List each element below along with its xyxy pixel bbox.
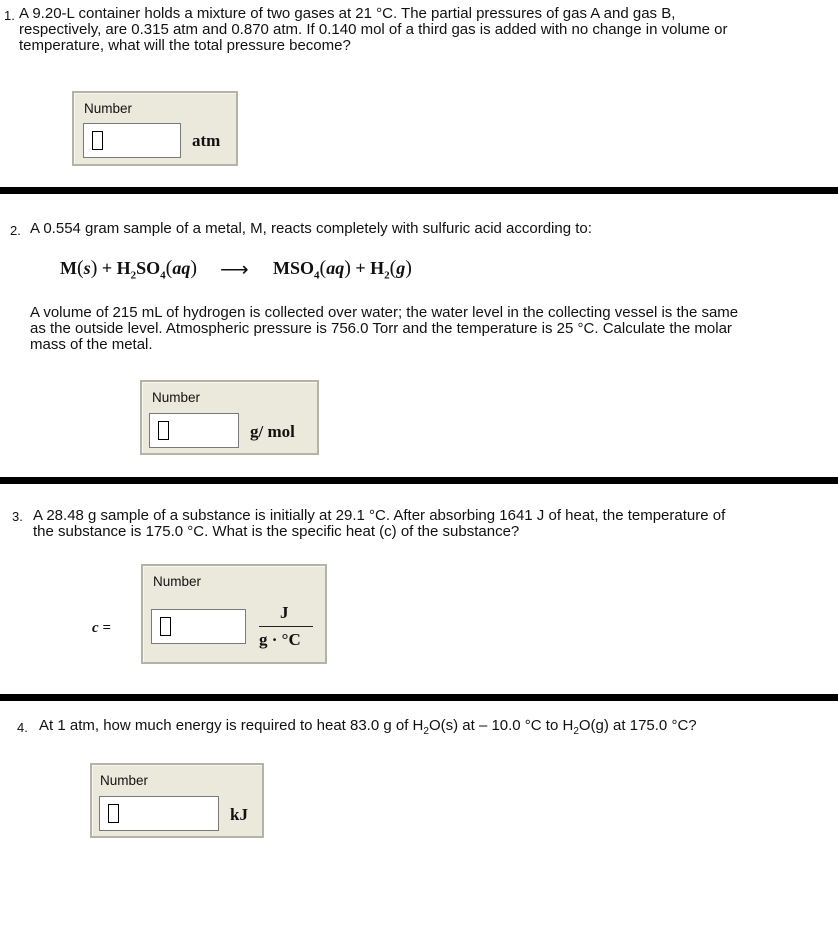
section-divider — [0, 187, 838, 194]
question-line: temperature, what will the total pressure become? — [19, 37, 351, 54]
question-line: the substance is 175.0 °C. What is the specific heat (c) of the substance? — [33, 523, 520, 540]
section-divider — [0, 694, 838, 701]
question-number: 4. — [17, 720, 28, 735]
text-caret — [160, 617, 171, 636]
answer-box — [141, 564, 327, 664]
question-number: 2. — [10, 223, 21, 238]
answer-input[interactable] — [83, 123, 181, 158]
answer-box — [90, 763, 264, 838]
answer-input[interactable] — [99, 796, 219, 831]
question-line: A 28.48 g sample of a substance is initially at 29.1 °C. After absorbing 1641 J of heat, the temperature of — [33, 507, 726, 524]
unit-label: kJ — [230, 805, 248, 824]
answer-input[interactable] — [151, 609, 246, 644]
question-text — [19, 6, 727, 54]
question-intro: A 0.554 gram sample of a metal, M, reacts completely with sulfuric acid according to: — [30, 220, 592, 237]
number-label: Number — [152, 390, 201, 405]
question-line: as the outside level. Atmospheric pressure is 756.0 Torr and the temperature is 25 °C. Calculate the molar — [30, 320, 732, 337]
reaction-arrow: ⟶ — [220, 259, 249, 281]
unit-label: atm — [192, 131, 221, 150]
question-text — [30, 305, 738, 353]
question-number: 1. — [4, 8, 15, 23]
number-label: Number — [84, 101, 133, 116]
number-label: Number — [100, 773, 149, 788]
unit-numerator: J — [280, 603, 289, 622]
question-text — [33, 508, 725, 540]
equation-products: $MSO_4(aq) + H_2(g)$ — [273, 257, 412, 282]
c-equals-label: c = — [92, 620, 111, 636]
number-label: Number — [153, 574, 202, 589]
question-number: 3. — [12, 509, 23, 524]
section-divider — [0, 477, 838, 484]
text-caret — [108, 804, 119, 823]
unit-label: g/ mol — [250, 422, 295, 441]
question-line: A volume of 215 mL of hydrogen is collected over water; the water level in the collecting vessel is the same — [30, 304, 739, 321]
fraction-bar — [259, 626, 313, 627]
answer-box — [72, 91, 238, 166]
question-line: A 9.20-L container holds a mixture of two gases at 21 °C. The partial pressures of gas A and gas B, — [19, 5, 676, 22]
question-line: mass of the metal. — [30, 336, 153, 353]
equation-reactants: $M(s) + H_2SO_4(aq)$ — [60, 257, 197, 282]
answer-input[interactable] — [149, 413, 239, 448]
question-text: At 1 atm, how much energy is required to heat 83.0 g of $H_2O(s)$ at – 10.0 °C to $H_2O(g)$ at 175.0 °C? — [39, 717, 697, 737]
unit-denominator: g · °C — [259, 630, 301, 649]
answer-box — [140, 380, 319, 455]
text-caret — [92, 131, 103, 150]
text-caret — [158, 421, 169, 440]
question-line: respectively, are 0.315 atm and 0.870 atm. If 0.140 mol of a third gas is added with no change in volume or — [19, 21, 728, 38]
